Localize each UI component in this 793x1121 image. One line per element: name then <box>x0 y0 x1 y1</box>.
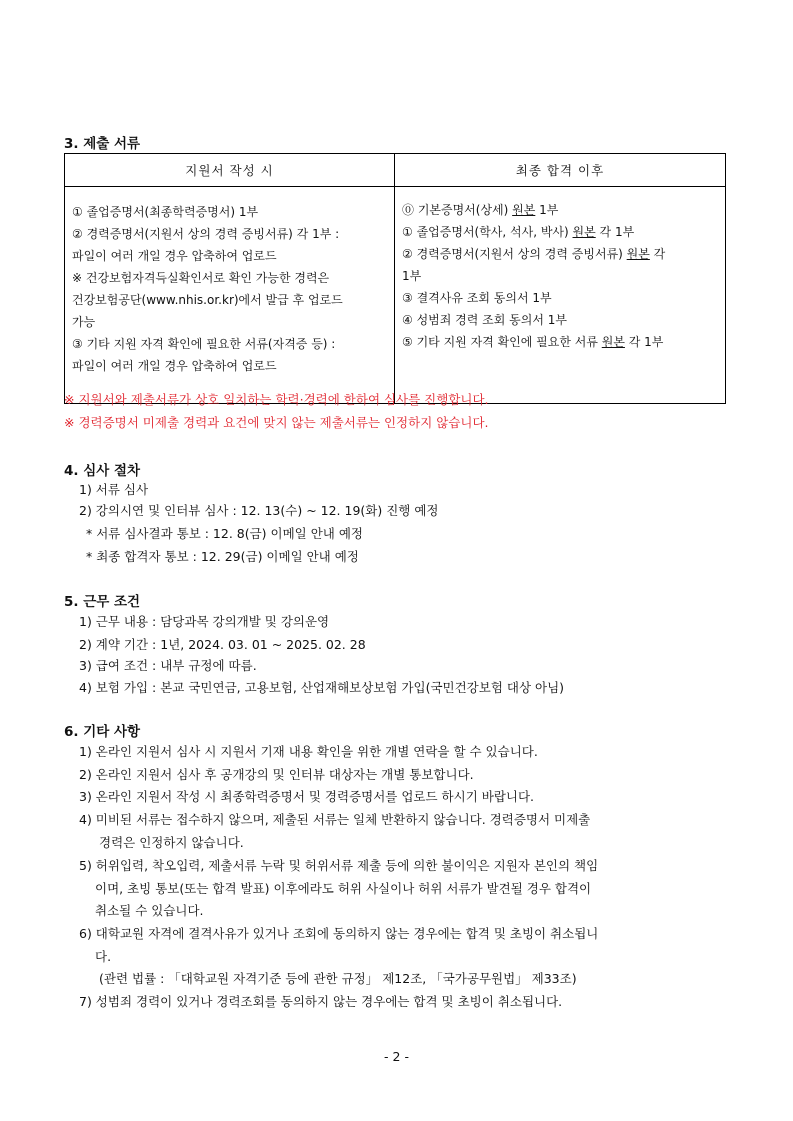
cell-line: ③ 기타 지원 자격 확인에 필요한 서류(자격증 등) : <box>72 337 336 351</box>
table-header-final: 최종 합격 이후 <box>395 154 726 187</box>
list-item: 3) 온라인 지원서 작성 시 최종학력증명서 및 경력증명서를 업로드 하시기 바랍니다. <box>79 789 535 804</box>
list-item: 경력은 인정하지 않습니다. <box>99 835 244 850</box>
application-documents-cell <box>65 187 395 404</box>
notice-text: ※ 경력증명서 미제출 경력과 요건에 맞지 않는 제출서류는 인정하지 않습니다. <box>64 415 489 430</box>
cell-line: 건강보험공단(www.nhis.or.kr)에서 발급 후 업로드 <box>72 293 343 307</box>
cell-line: ② 경력증명서(지원서 상의 경력 증빙서류) 원본 각 <box>402 247 666 261</box>
cell-line: ① 졸업증명서(학사, 석사, 박사) 원본 각 1부 <box>402 225 635 239</box>
section-4-title: 4. 심사 절차 <box>64 463 141 479</box>
cell-line: 파일이 여러 개일 경우 압축하여 업로드 <box>72 249 277 263</box>
cell-line: ※ 건강보험자격득실확인서로 확인 가능한 경력은 <box>72 271 330 285</box>
list-item: 7) 성범죄 경력이 있거나 경력조회를 동의하지 않는 경우에는 합격 및 초빙이 취소됩니다. <box>79 994 563 1009</box>
cell-line: ⓪ 기본증명서(상세) 원본 1부 <box>402 203 559 217</box>
cell-line: ② 경력증명서(지원서 상의 경력 증빙서류) 각 1부 : <box>72 227 340 241</box>
list-item: * 최종 합격자 통보 : 12. 29(금) 이메일 안내 예정 <box>86 549 359 564</box>
list-item: 다. <box>95 949 112 964</box>
list-item: 2) 온라인 지원서 심사 후 공개강의 및 인터뷰 대상자는 개별 통보합니다. <box>79 767 474 782</box>
list-item: 취소될 수 있습니다. <box>95 903 204 918</box>
list-item: 2) 계약 기간 : 1년, 2024. 03. 01 ~ 2025. 02. 28 <box>79 637 366 652</box>
cell-line: ⑤ 기타 지원 자격 확인에 필요한 서류 원본 각 1부 <box>402 335 664 349</box>
list-item: 1) 근무 내용 : 담당과목 강의개발 및 강의운영 <box>79 614 330 629</box>
cell-line: ① 졸업증명서(최종학력증명서) 1부 <box>72 205 259 219</box>
section-3-title: 3. 제출 서류 <box>64 136 141 152</box>
list-item: 1) 서류 심사 <box>79 482 149 497</box>
list-item: (관련 법률 : 「대학교원 자격기준 등에 관한 규정」 제12조, 「국가공무원법」 제33조) <box>99 971 577 986</box>
cell-line: 파일이 여러 개일 경우 압축하여 업로드 <box>72 359 277 373</box>
final-documents-cell <box>395 187 726 404</box>
submission-documents-table <box>64 153 726 404</box>
list-item: 4) 미비된 서류는 접수하지 않으며, 제출된 서류는 일체 반환하지 않습니다. 경력증명서 미제출 <box>79 812 591 827</box>
table-header-application: 지원서 작성 시 <box>65 154 395 187</box>
list-item: 1) 온라인 지원서 심사 시 지원서 기재 내용 확인을 위한 개별 연락을 할 수 있습니다. <box>79 744 538 759</box>
cell-line: 1부 <box>402 269 422 283</box>
list-item: 이며, 초빙 통보(또는 합격 발표) 이후에라도 허위 사실이나 허위 서류가 발견될 경우 합격이 <box>95 881 592 896</box>
cell-line: ④ 성범죄 경력 조회 동의서 1부 <box>402 313 567 327</box>
list-item: 4) 보험 가입 : 본교 국민연금, 고용보험, 산업재해보상보험 가입(국민건강보험 대상 아님) <box>79 680 565 695</box>
page-number: - 2 - <box>384 1049 409 1064</box>
cell-line: 가능 <box>72 315 96 329</box>
notice-text: ※ 지원서와 제출서류가 상호 일치하는 학력·경력에 한하여 심사를 진행합니다. <box>64 392 489 407</box>
list-item: 5) 허위입력, 착오입력, 제출서류 누락 및 허위서류 제출 등에 의한 불이익은 지원자 본인의 책임 <box>79 858 599 873</box>
section-6-title: 6. 기타 사항 <box>64 724 141 740</box>
list-item: 6) 대학교원 자격에 결격사유가 있거나 조회에 동의하지 않는 경우에는 합격 및 초빙이 취소됩니 <box>79 926 599 941</box>
list-item: 2) 강의시연 및 인터뷰 심사 : 12. 13(수) ~ 12. 19(화) 진행 예정 <box>79 503 439 518</box>
section-5-title: 5. 근무 조건 <box>64 594 141 610</box>
cell-line: ③ 결격사유 조회 동의서 1부 <box>402 291 552 305</box>
list-item: 3) 급여 조건 : 내부 규정에 따름. <box>79 658 257 673</box>
list-item: * 서류 심사결과 통보 : 12. 8(금) 이메일 안내 예정 <box>86 526 364 541</box>
